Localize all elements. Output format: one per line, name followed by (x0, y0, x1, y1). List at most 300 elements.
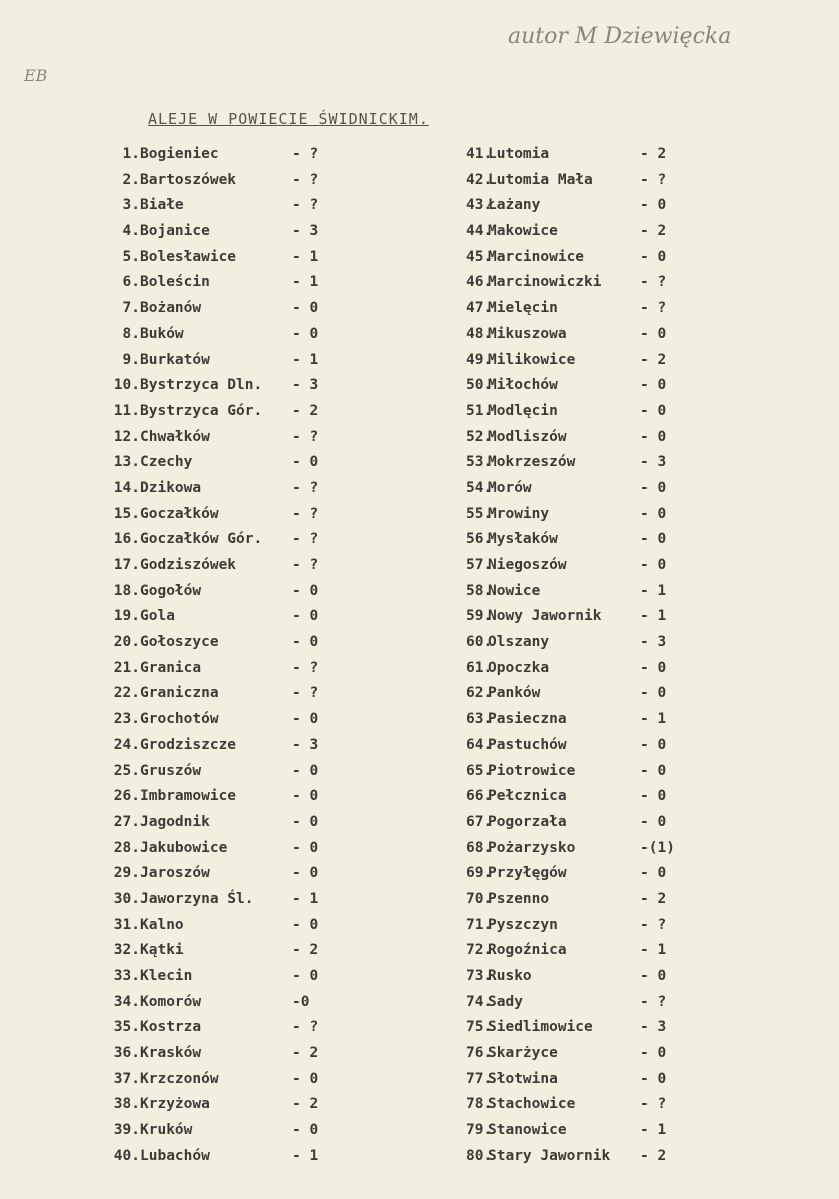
item-value: - 0 (292, 454, 319, 471)
item-number: 39. (113, 1122, 140, 1139)
item-value: - ? (292, 505, 319, 522)
list-item (112, 373, 332, 399)
item-number: 29. (113, 865, 140, 882)
item-name: Sady (488, 993, 523, 1010)
document-title: ALEJE W POWIECIE ŚWIDNICKIM. (148, 110, 429, 128)
item-value: - ? (292, 146, 319, 162)
item-number: 72. (466, 942, 493, 959)
item-value: - ? (292, 531, 319, 548)
list-item (112, 1092, 332, 1118)
item-name: Mokrzeszów (488, 454, 576, 471)
item-value: - 0 (640, 968, 667, 984)
item-number: 77. (466, 1070, 493, 1087)
item-name: Piotrowice (488, 762, 576, 779)
item-number: 21. (113, 659, 140, 676)
item-number: 1. (122, 146, 140, 162)
item-value: -0 (292, 993, 310, 1010)
list-item (466, 193, 680, 219)
item-number: 24. (113, 736, 140, 753)
item-number: 15. (113, 505, 140, 522)
list-item (466, 168, 680, 194)
item-value: - 0 (292, 1070, 319, 1087)
item-number: 71. (466, 916, 493, 933)
item-name: Lubachów (140, 1147, 210, 1164)
item-name: Niegoszów (488, 557, 567, 573)
item-name: Łażany (488, 197, 541, 214)
item-name: Goczałków (140, 505, 219, 522)
item-number: 19. (113, 608, 140, 625)
item-value: - 0 (292, 916, 319, 933)
item-value: - 1 (640, 582, 667, 599)
item-number: 12. (113, 428, 140, 445)
item-value: - 0 (640, 1070, 667, 1087)
item-value: - 0 (640, 865, 667, 882)
list-item (466, 1067, 680, 1093)
item-number: 43. (466, 197, 493, 214)
list-item (112, 707, 332, 733)
list-item (466, 399, 680, 425)
item-value: - 0 (640, 325, 667, 342)
item-number: 68. (466, 839, 493, 856)
item-number: 41. (466, 146, 493, 162)
list-item (466, 1144, 680, 1170)
item-value: - ? (292, 557, 319, 573)
item-number: 76. (466, 1045, 493, 1062)
item-number: 63. (466, 711, 493, 728)
item-name: Krzczonów (140, 1070, 219, 1087)
item-value: - ? (640, 274, 667, 291)
item-number: 79. (466, 1122, 493, 1139)
list-item (466, 1118, 680, 1144)
item-name: Słotwina (488, 1070, 558, 1087)
item-name: Nowy Jawornik (488, 608, 602, 625)
item-number: 78. (466, 1096, 493, 1113)
list-item (112, 142, 332, 168)
item-value: - 1 (640, 1122, 667, 1139)
item-number: 56. (466, 531, 493, 548)
item-value: - 0 (640, 685, 667, 702)
item-value: - 1 (640, 608, 667, 625)
item-name: Pszenno (488, 890, 550, 907)
item-name: Miłochów (488, 377, 558, 394)
item-name: Krzyżowa (140, 1096, 210, 1113)
list-item (466, 527, 680, 553)
list-item (112, 630, 332, 656)
list-item (466, 322, 680, 348)
item-name: Skarżyce (488, 1045, 558, 1062)
item-value: - 0 (640, 736, 667, 753)
item-name: Chwałków (140, 428, 210, 445)
item-number: 59. (466, 608, 493, 625)
item-value: - 0 (640, 762, 667, 779)
item-number: 58. (466, 582, 493, 599)
list-item (466, 450, 680, 476)
item-value: - 2 (292, 1096, 319, 1113)
item-value: - ? (292, 479, 319, 496)
item-number: 67. (466, 813, 493, 830)
item-name: Jagodnik (140, 813, 210, 830)
item-number: 36. (113, 1045, 140, 1062)
list-item (112, 887, 332, 913)
item-number: 16. (113, 531, 140, 548)
item-name: Gruszów (140, 762, 202, 779)
list-item (112, 656, 332, 682)
list-item (466, 630, 680, 656)
item-value: - ? (292, 1019, 319, 1036)
list-item (112, 1118, 332, 1144)
item-name: Burkatów (140, 351, 210, 368)
item-name: Bogieniec (140, 146, 219, 162)
item-number: 34. (113, 993, 140, 1010)
list-item (466, 990, 680, 1016)
item-number: 75. (466, 1019, 493, 1036)
item-value: - ? (640, 993, 667, 1010)
item-value: - 0 (292, 839, 319, 856)
item-name: Jakubowice (140, 839, 228, 856)
item-name: Pastuchów (488, 736, 567, 753)
list-item (466, 502, 680, 528)
item-number: 57. (466, 557, 493, 573)
item-name: Boleścin (140, 274, 210, 291)
list-item (112, 296, 332, 322)
item-name: Modliszów (488, 428, 567, 445)
item-name: Rogoźnica (488, 942, 567, 959)
item-value: - 3 (292, 223, 319, 240)
item-number: 49. (466, 351, 493, 368)
list-item (112, 553, 332, 579)
list-item (112, 579, 332, 605)
item-name: Stary Jawornik (488, 1147, 611, 1164)
list-item (112, 604, 332, 630)
item-name: Mikuszowa (488, 325, 567, 342)
item-value: - 0 (292, 634, 319, 651)
list-item (112, 425, 332, 451)
item-value: - 0 (292, 813, 319, 830)
item-number: 55. (466, 505, 493, 522)
item-number: 3. (122, 197, 140, 214)
item-number: 69. (466, 865, 493, 882)
item-number: 40. (113, 1147, 140, 1164)
item-name: Gola (140, 608, 175, 625)
item-name: Morów (488, 479, 532, 496)
list-item (112, 1067, 332, 1093)
item-value: - 1 (292, 248, 319, 265)
item-value: - 0 (640, 248, 667, 265)
item-value: - 3 (640, 634, 667, 651)
item-value: - 1 (292, 274, 319, 291)
item-number: 74. (466, 993, 493, 1010)
item-value: - 2 (640, 146, 667, 162)
list-item (466, 733, 680, 759)
item-name: Bartoszówek (140, 171, 237, 188)
item-name: Pożarzysko (488, 839, 576, 856)
list-item (112, 759, 332, 785)
item-value: - 0 (640, 428, 667, 445)
item-value: - 3 (292, 736, 319, 753)
item-value: - 3 (292, 377, 319, 394)
item-number: 10. (113, 377, 140, 394)
item-value: - 2 (292, 402, 319, 419)
item-value: - 0 (640, 402, 667, 419)
list-item (112, 245, 332, 271)
item-name: Przyłęgów (488, 865, 567, 882)
item-name: Kostrza (140, 1019, 202, 1036)
item-name: Stachowice (488, 1096, 576, 1113)
item-number: 25. (113, 762, 140, 779)
item-number: 27. (113, 813, 140, 830)
item-value: - ? (292, 171, 319, 188)
item-value: - 0 (640, 557, 667, 573)
item-value: - ? (640, 1096, 667, 1113)
list-item (466, 810, 680, 836)
item-number: 4. (122, 223, 140, 240)
item-value: - 0 (292, 300, 319, 317)
item-number: 50. (466, 377, 493, 394)
item-name: Kalno (140, 916, 184, 933)
list-item (112, 681, 332, 707)
item-value: - 2 (640, 351, 667, 368)
item-value: - ? (292, 197, 319, 214)
item-number: 37. (113, 1070, 140, 1087)
list-item (112, 810, 332, 836)
item-number: 11. (113, 402, 140, 419)
list-item (466, 887, 680, 913)
item-value: - 0 (292, 1122, 319, 1139)
item-number: 46. (466, 274, 493, 291)
item-name: Gołoszyce (140, 634, 219, 651)
item-number: 8. (122, 325, 140, 342)
list-item (112, 270, 332, 296)
handwritten-corner-mark: EB (24, 66, 48, 85)
list-item (466, 604, 680, 630)
item-number: 44. (466, 223, 493, 240)
item-name: Bystrzyca Gór. (140, 402, 263, 419)
item-name: Modlęcin (488, 402, 558, 419)
list-item (466, 1041, 680, 1067)
item-name: Bolesławice (140, 248, 237, 265)
item-name: Grochotów (140, 711, 219, 728)
list-item (466, 861, 680, 887)
list-item (112, 322, 332, 348)
item-value: - 0 (292, 711, 319, 728)
item-value: - ? (640, 300, 667, 317)
item-number: 64. (466, 736, 493, 753)
item-name: Kątki (140, 942, 184, 959)
item-name: Granica (140, 659, 202, 676)
item-value: - 3 (640, 1019, 667, 1036)
item-value: - 0 (640, 813, 667, 830)
item-name: Kruków (140, 1122, 193, 1139)
item-name: Graniczna (140, 685, 219, 702)
item-value: - 0 (640, 531, 667, 548)
item-value: - 0 (640, 1045, 667, 1062)
item-name: Czechy (140, 454, 193, 471)
item-value: - ? (640, 171, 667, 188)
item-value: - 0 (292, 608, 319, 625)
item-value: - 0 (640, 659, 667, 676)
item-number: 20. (113, 634, 140, 651)
item-value: - 1 (292, 351, 319, 368)
item-number: 62. (466, 685, 493, 702)
item-name: Rusko (488, 968, 532, 984)
item-value: - 1 (292, 1147, 319, 1164)
list-item (112, 527, 332, 553)
list-item (112, 502, 332, 528)
item-name: Stanowice (488, 1122, 567, 1139)
list-item (466, 1092, 680, 1118)
list-item (112, 219, 332, 245)
item-value: - ? (292, 659, 319, 676)
item-value: - 0 (292, 788, 319, 805)
item-name: Siedlimowice (488, 1019, 593, 1036)
item-number: 7. (122, 300, 140, 317)
list-item (112, 193, 332, 219)
list-item (466, 1015, 680, 1041)
item-number: 30. (113, 890, 140, 907)
item-number: 61. (466, 659, 493, 676)
item-number: 9. (122, 351, 140, 368)
item-name: Opoczka (488, 659, 550, 676)
item-name: Marcinowice (488, 248, 585, 265)
list-item (466, 142, 680, 168)
item-name: Jaroszów (140, 865, 210, 882)
right-column-list (466, 142, 680, 1170)
item-number: 18. (113, 582, 140, 599)
item-number: 38. (113, 1096, 140, 1113)
item-value: - 3 (640, 454, 667, 471)
item-name: Godziszówek (140, 557, 237, 573)
item-value: - 2 (292, 1045, 319, 1062)
item-name: Panków (488, 685, 541, 702)
item-name: Goczałków Gór. (140, 531, 263, 548)
item-name: Buków (140, 325, 184, 342)
list-item (466, 759, 680, 785)
item-name: Lutomia (488, 146, 550, 162)
list-item (466, 553, 680, 579)
item-name: Bystrzyca Dln. (140, 377, 263, 394)
item-number: 17. (113, 557, 140, 573)
item-value: - 0 (292, 968, 319, 984)
item-value: - 0 (292, 582, 319, 599)
item-value: - 0 (640, 479, 667, 496)
item-number: 13. (113, 454, 140, 471)
item-number: 60. (466, 634, 493, 651)
item-number: 80. (466, 1147, 493, 1164)
item-number: 48. (466, 325, 493, 342)
item-number: 35. (113, 1019, 140, 1036)
list-item (112, 836, 332, 862)
item-number: 65. (466, 762, 493, 779)
list-item (466, 913, 680, 939)
item-number: 32. (113, 942, 140, 959)
item-value: - 0 (640, 505, 667, 522)
list-item (466, 373, 680, 399)
item-name: Nowice (488, 582, 541, 599)
item-name: Makowice (488, 223, 558, 240)
item-value: - ? (640, 916, 667, 933)
list-item (466, 476, 680, 502)
item-number: 45. (466, 248, 493, 265)
item-name: Klecin (140, 968, 193, 984)
item-value: - 1 (640, 711, 667, 728)
item-name: Pyszczyn (488, 916, 558, 933)
item-number: 22. (113, 685, 140, 702)
item-value: - 0 (640, 377, 667, 394)
item-value: - 2 (292, 942, 319, 959)
list-item (466, 681, 680, 707)
item-value: - 0 (640, 788, 667, 805)
handwritten-author-note: autor M Dziewięcka (508, 24, 732, 49)
list-item (466, 296, 680, 322)
item-number: 66. (466, 788, 493, 805)
list-item (466, 579, 680, 605)
item-value: - ? (292, 685, 319, 702)
item-value: - 0 (292, 325, 319, 342)
item-value: - 1 (292, 890, 319, 907)
item-value: - 1 (640, 942, 667, 959)
item-name: Pasieczna (488, 711, 567, 728)
list-item (112, 450, 332, 476)
list-item (112, 399, 332, 425)
item-value: - 2 (640, 890, 667, 907)
item-value: - ? (292, 428, 319, 445)
list-item (112, 1015, 332, 1041)
item-name: Lutomia Mała (488, 171, 593, 188)
list-item (466, 219, 680, 245)
item-number: 42. (466, 171, 493, 188)
item-number: 31. (113, 916, 140, 933)
list-item (466, 245, 680, 271)
list-item (466, 964, 680, 990)
item-name: Krasków (140, 1045, 202, 1062)
list-item (466, 270, 680, 296)
item-name: Imbramowice (140, 788, 237, 805)
list-item (466, 656, 680, 682)
list-item (112, 938, 332, 964)
item-value: - 0 (640, 197, 667, 214)
item-name: Bożanów (140, 300, 202, 317)
item-number: 47. (466, 300, 493, 317)
item-number: 33. (113, 968, 140, 984)
item-name: Gogołów (140, 582, 202, 599)
item-name: Jaworzyna Śl. (140, 890, 254, 907)
list-item (112, 990, 332, 1016)
item-name: Bojanice (140, 223, 210, 240)
list-item (466, 836, 680, 862)
list-item (466, 425, 680, 451)
left-column-list (112, 142, 332, 1170)
list-item (466, 784, 680, 810)
item-name: Olszany (488, 634, 550, 651)
list-item (112, 733, 332, 759)
list-item (466, 938, 680, 964)
item-number: 14. (113, 479, 140, 496)
list-item (112, 964, 332, 990)
item-name: Białe (140, 197, 184, 214)
list-item (466, 707, 680, 733)
item-name: Mielęcin (488, 300, 558, 317)
item-name: Pogorzała (488, 813, 567, 830)
item-name: Grodziszcze (140, 736, 237, 753)
item-number: 51. (466, 402, 493, 419)
item-name: Mysłaków (488, 531, 558, 548)
item-value: -(1) (640, 839, 675, 856)
item-number: 28. (113, 839, 140, 856)
list-item (112, 1144, 332, 1170)
item-number: 23. (113, 711, 140, 728)
list-item (112, 784, 332, 810)
item-name: Komorów (140, 993, 202, 1010)
